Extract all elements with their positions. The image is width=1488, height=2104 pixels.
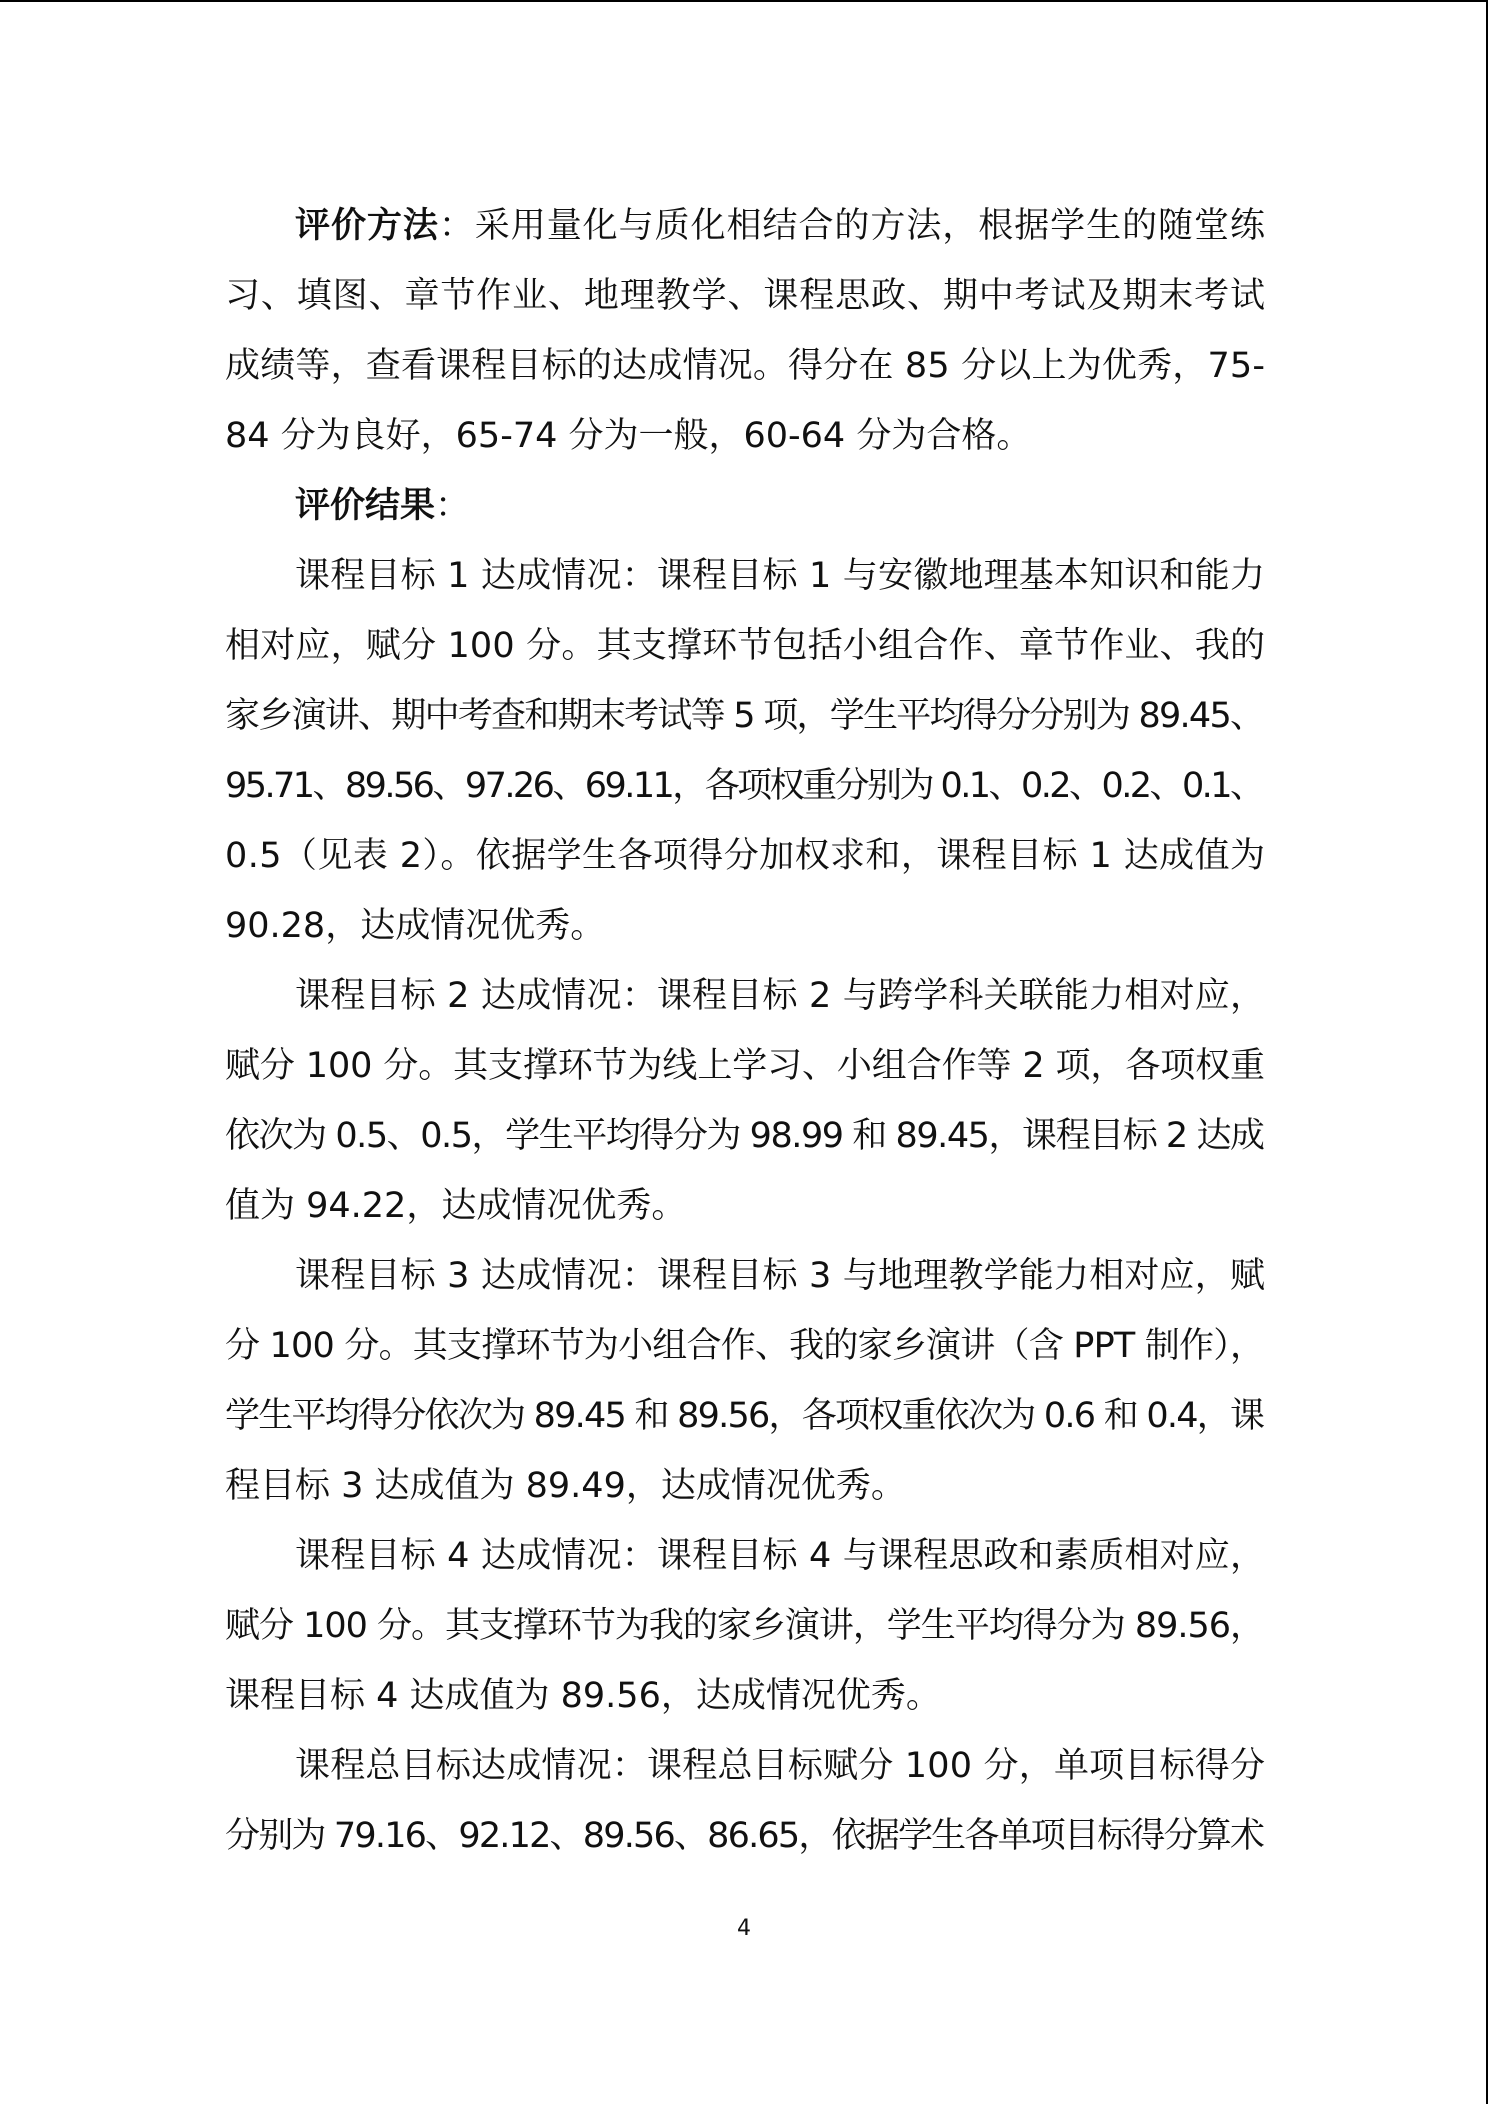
paragraph-evaluation-result-line xyxy=(225,471,1265,541)
text-line xyxy=(225,1311,1265,1381)
line-text: 课程目标 4 达成值为 89.56，达成情况优秀。 xyxy=(225,1676,941,1716)
section-label-evaluation-method: 评价方法 xyxy=(295,206,439,246)
text-line xyxy=(225,1661,1265,1731)
text-line xyxy=(225,1801,1265,1871)
text-line xyxy=(225,1451,1265,1521)
text-line xyxy=(225,1171,1265,1241)
text-line xyxy=(225,891,1265,961)
text-line xyxy=(225,961,1265,1031)
text-line xyxy=(225,751,1265,821)
text-line xyxy=(225,261,1265,331)
text-line xyxy=(225,401,1265,471)
body-text xyxy=(225,191,1265,1871)
line-text: 家乡演讲、期中考查和期末考试等 5 项，学生平均得分分别为 89.45、 xyxy=(225,696,1264,736)
text-line xyxy=(225,1591,1265,1661)
text-line xyxy=(225,331,1265,401)
line-text: 分别为 79.16、92.12、89.56、86.65，依据学生各单项目标得分算术 xyxy=(225,1816,1264,1856)
line-text: 赋分 100 分。其支撑环节为线上学习、小组合作等 2 项，各项权重 xyxy=(225,1046,1265,1086)
line-text: 依次为 0.5、0.5，学生平均得分为 98.99 和 89.45，课程目标 2 达成 xyxy=(225,1116,1264,1156)
line-text: 95.71、89.56、97.26、69.11，各项权重分别为 0.1、0.2、0.2、0.1、 xyxy=(225,766,1263,806)
line-text: 90.28，达成情况优秀。 xyxy=(225,906,606,946)
text-line xyxy=(225,1521,1265,1591)
text-line xyxy=(225,1731,1265,1801)
line-text: 0.5（见表 2）。依据学生各项得分加权求和，课程目标 1 达成值为 xyxy=(225,836,1266,876)
line-text: 课程目标 2 达成情况：课程目标 2 与跨学科关联能力相对应， xyxy=(295,976,1266,1016)
line-text xyxy=(295,191,1266,261)
text-line xyxy=(225,1031,1265,1101)
paragraph-evaluation-method-line xyxy=(225,191,1265,261)
text-line xyxy=(225,681,1265,751)
line-segment: ：采用量化与质化相结合的方法，根据学生的随堂练 xyxy=(438,206,1266,246)
text-line xyxy=(225,611,1265,681)
line-text: 课程总目标达成情况：课程总目标赋分 100 分，单项目标得分 xyxy=(295,1746,1266,1786)
line-text: 分 100 分。其支撑环节为小组合作、我的家乡演讲（含 PPT 制作）， xyxy=(225,1326,1265,1366)
line-text: 习、填图、章节作业、地理教学、课程思政、期中考试及期末考试 xyxy=(225,276,1266,316)
line-text: 相对应，赋分 100 分。其支撑环节包括小组合作、章节作业、我的 xyxy=(225,626,1266,666)
line-text: 课程目标 3 达成情况：课程目标 3 与地理教学能力相对应，赋 xyxy=(295,1256,1266,1296)
text-line xyxy=(225,1241,1265,1311)
line-segment: ： xyxy=(435,486,471,526)
line-text: 成绩等，查看课程目标的达成情况。得分在 85 分以上为优秀，75- xyxy=(225,346,1266,386)
line-text: 程目标 3 达成值为 89.49，达成情况优秀。 xyxy=(225,1466,906,1506)
page-number: 4 xyxy=(737,1916,751,1941)
text-line xyxy=(225,1381,1265,1451)
line-text: 课程目标 1 达成情况：课程目标 1 与安徽地理基本知识和能力 xyxy=(295,556,1266,596)
line-text: 赋分 100 分。其支撑环节为我的家乡演讲，学生平均得分为 89.56， xyxy=(225,1606,1264,1646)
line-text xyxy=(295,471,470,541)
line-text: 课程目标 4 达成情况：课程目标 4 与课程思政和素质相对应， xyxy=(295,1536,1266,1576)
line-text: 值为 94.22，达成情况优秀。 xyxy=(225,1186,687,1226)
section-label-evaluation-result: 评价结果 xyxy=(295,486,436,526)
text-line xyxy=(225,821,1265,891)
line-text: 84 分为良好，65-74 分为一般，60-64 分为合格。 xyxy=(225,416,1032,456)
text-line xyxy=(225,1101,1265,1171)
line-text: 学生平均得分依次为 89.45 和 89.56，各项权重依次为 0.6 和 0.4，课 xyxy=(225,1396,1264,1436)
text-line xyxy=(225,541,1265,611)
